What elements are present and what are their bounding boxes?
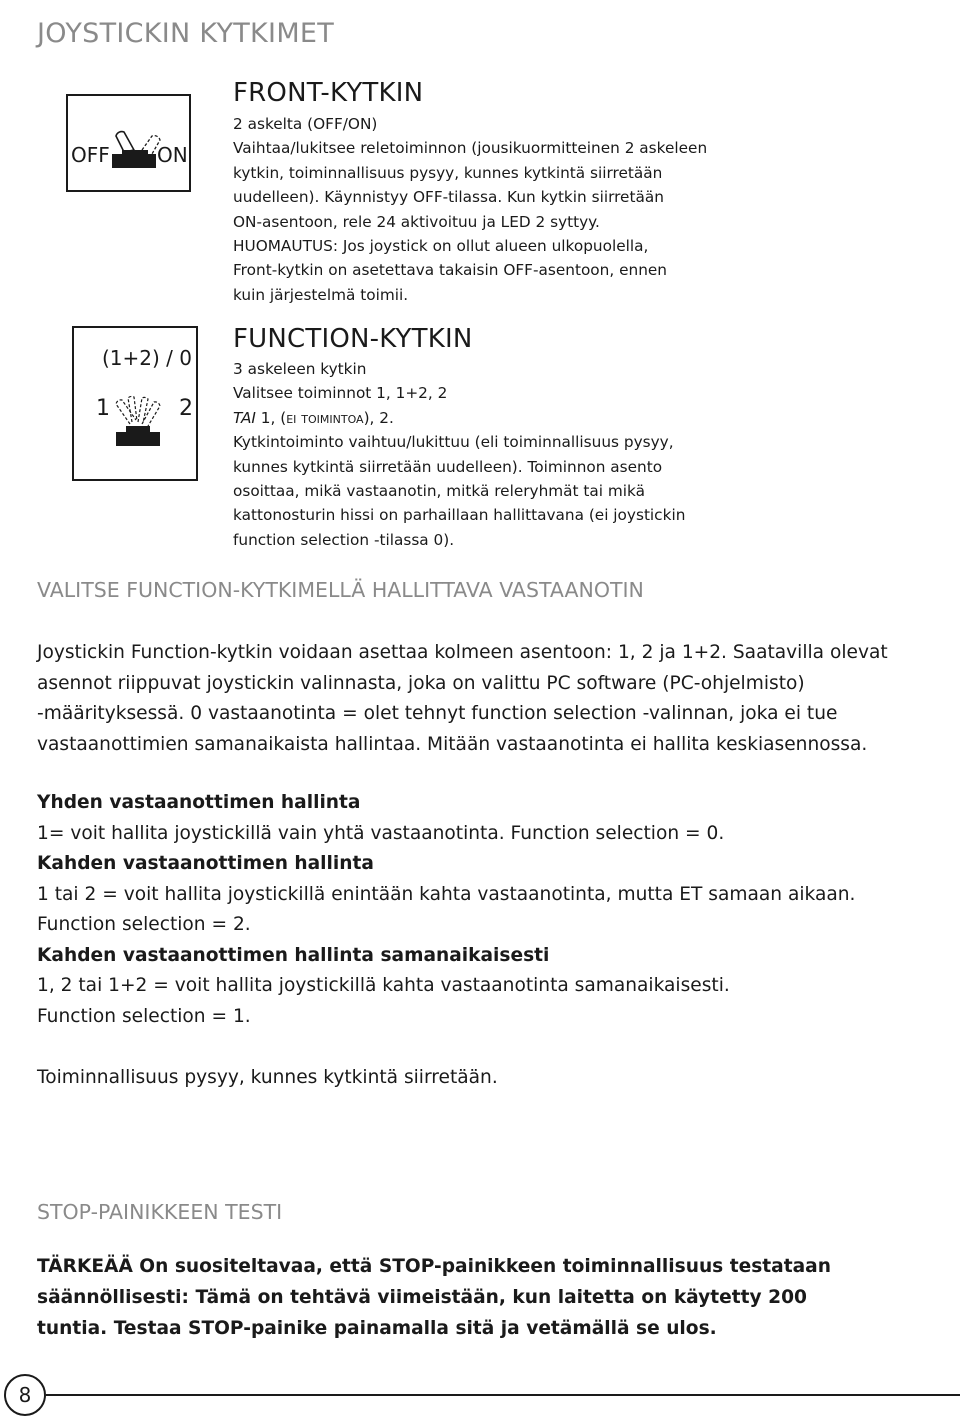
text-line: kytkin, toiminnallisuus pysyy, kunnes kytkintä siirretään	[233, 163, 663, 182]
text-line: säännöllisesti: Tämä on tehtävä viimeistään, kun laitetta on käytetty 200	[37, 1287, 807, 1308]
function-left-label: 1	[96, 396, 110, 421]
receiver-intro	[37, 638, 937, 760]
off-label: OFF	[71, 143, 110, 167]
stop-warning	[37, 1251, 937, 1344]
text-line: Function selection = 2.	[37, 914, 251, 935]
text-line: asennot riippuvat joystickin valinnasta, joka on valittu PC software (PC-ohjelmisto)	[37, 672, 805, 694]
text-line: Vaihtaa/lukitsee reletoiminnon (jousikuormitteinen 2 askeleen	[233, 139, 708, 158]
text-line: osoittaa, mikä vastaanotin, mitkä releryhmät tai mikä	[233, 482, 646, 501]
function-switch-figure	[72, 326, 198, 481]
text-line: 2 askelta (OFF/ON)	[233, 115, 378, 133]
function-right-label: 2	[179, 396, 193, 421]
text-line: kattonosturin hissi on parhaillaan hallittavana (ei joystickin	[233, 506, 686, 525]
two-receiver-heading: Kahden vastaanottimen hallinta	[37, 853, 374, 874]
text-line: Valitsee toiminnot 1, 1+2, 2	[233, 384, 448, 403]
text-line: 3 askeleen kytkin	[233, 360, 367, 378]
function-top-label: (1+2) / 0	[102, 346, 192, 370]
three-position-switch-icon	[74, 328, 196, 479]
text-line: TÄRKEÄÄ On suositeltavaa, että STOP-painikkeen toiminnallisuus testataan	[37, 1256, 831, 1277]
text-line: uudelleen). Käynnistyy OFF-tilassa. Kun kytkin siirretään	[233, 188, 664, 207]
on-label: ON	[157, 143, 188, 167]
italic-word: TAI	[233, 408, 256, 427]
text-line: function selection -tilassa 0).	[233, 530, 455, 549]
receiver-section-heading: VALITSE FUNCTION-KYTKIMELLÄ HALLITTAVA VASTAANOTIN	[37, 578, 644, 602]
text-line: ON-asentoon, rele 24 aktivoituu ja LED 2 syttyy.	[233, 212, 600, 231]
text-line	[233, 406, 753, 430]
text-line: HUOMAUTUS: Jos joystick on ollut alueen ulkopuolella,	[233, 237, 649, 256]
simultaneous-heading: Kahden vastaanottimen hallinta samanaikaisesti	[37, 944, 550, 966]
receiver-modes	[37, 788, 937, 1032]
stop-section-heading: STOP-PAINIKKEEN TESTI	[37, 1200, 283, 1224]
text-line: 1 tai 2 = voit hallita joystickillä enintään kahta vastaanotinta, mutta ET samaan aikaan.	[37, 883, 856, 905]
text-line: kuin järjestelmä toimii.	[233, 285, 409, 304]
text-line: Function selection = 1.	[37, 1005, 251, 1027]
text-line: 1, 2 tai 1+2 = voit hallita joystickillä kahta vastaanotinta samanaikaisesti.	[37, 975, 730, 996]
text-line: vastaanottimien samanaikaista hallintaa. Mitään vastaanotinta ei hallita keskiasennossa.	[37, 733, 868, 755]
receiver-footer	[37, 1063, 937, 1094]
text-fragment: 1, (	[255, 408, 287, 427]
text-line: tuntia. Testaa STOP-painike painamalla sitä ja vetämällä se ulos.	[37, 1318, 717, 1339]
front-switch-heading: FRONT-KYTKIN	[233, 78, 424, 108]
page-title: JOYSTICKIN KYTKIMET	[37, 18, 335, 50]
small-caps-text: ei toimintoa	[286, 408, 364, 427]
front-switch-description	[233, 112, 753, 307]
text-line: -määrityksessä. 0 vastaanotinta = olet tehnyt function selection -valinnan, joka ei tue	[37, 703, 838, 724]
text-line: Front-kytkin on asetettava takaisin OFF-asentoon, ennen	[233, 261, 667, 280]
text-line: Kytkintoiminto vaihtuu/lukittuu (eli toiminnallisuus pysyy,	[233, 433, 674, 452]
text-line: kunnes kytkintä siirretään uudelleen). Toiminnon asento	[233, 457, 663, 476]
footer-rule	[46, 1394, 960, 1396]
page-number: 8	[4, 1374, 46, 1416]
front-switch-figure	[66, 94, 191, 192]
text-fragment: ), 2.	[363, 408, 394, 427]
function-switch-heading: FUNCTION-KYTKIN	[233, 324, 473, 354]
text-line: Toiminnallisuus pysyy, kunnes kytkintä siirretään.	[37, 1067, 498, 1088]
single-receiver-heading: Yhden vastaanottimen hallinta	[37, 792, 361, 813]
text-line: Joystickin Function-kytkin voidaan asettaa kolmeen asentoon: 1, 2 ja 1+2. Saatavilla olevat	[37, 642, 888, 663]
function-switch-description	[233, 357, 753, 552]
text-line: 1= voit hallita joystickillä vain yhtä vastaanotinta. Function selection = 0.	[37, 822, 725, 844]
